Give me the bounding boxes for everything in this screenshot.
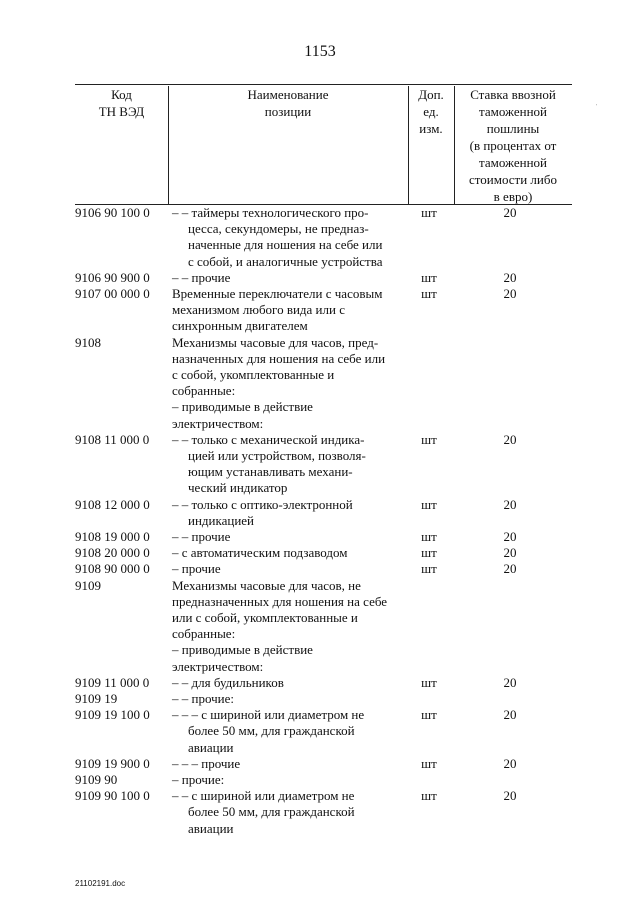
position-name-line: Механизмы часовые для часов, пред- [172, 334, 379, 350]
position-name-line: – прочие: [172, 772, 225, 787]
tnved-code: 9109 90 [75, 772, 118, 787]
table-row [0, 529, 640, 545]
header-unit-line: Доп. [418, 87, 444, 102]
table-row [0, 497, 640, 529]
tnved-code: 9108 20 000 0 [75, 545, 150, 561]
position-name [172, 707, 410, 756]
tnved-code: 9108 90 000 0 [75, 561, 150, 577]
header-name-line: позиции [264, 104, 312, 119]
tnved-code: 9109 19 100 0 [75, 707, 150, 723]
header-code-line: ТН ВЭД [98, 104, 145, 119]
position-name [172, 529, 410, 545]
header-unit-line: изм. [419, 121, 443, 136]
tnved-code: 9106 90 900 0 [75, 269, 150, 285]
duty-rate: 20 [503, 529, 517, 544]
duty-rate: 20 [503, 269, 517, 285]
unit-of-measure: шт [421, 755, 437, 771]
position-name-line: цией или устройством, позволя- [188, 448, 366, 463]
position-name-line: собранные: [172, 383, 236, 399]
table-row [0, 578, 640, 675]
position-name [172, 788, 410, 837]
position-name-line: с собой, укомплектованные и [172, 367, 335, 382]
table-row [0, 756, 640, 772]
position-name-line: с собой, и аналогичные устройства [188, 253, 383, 269]
unit-of-measure: шт [421, 674, 437, 690]
position-name-line: – – прочие: [172, 691, 234, 706]
position-name-line: ческий индикатор [188, 480, 288, 496]
duty-rate: 20 [503, 286, 517, 301]
position-name-line: – с автоматическим подзаводом [172, 545, 348, 561]
header-duty-line: Ставка ввозной [470, 87, 556, 102]
position-name [172, 675, 410, 691]
duty-rate: 20 [503, 205, 517, 220]
unit-of-measure: шт [421, 205, 437, 220]
table-row [0, 675, 640, 691]
duty-rate: 20 [503, 788, 517, 804]
position-name-line: авиации [188, 739, 234, 755]
table-row [0, 788, 640, 837]
header-name [168, 86, 408, 120]
position-name [172, 497, 410, 529]
table-row [0, 432, 640, 497]
duty-rate: 20 [503, 561, 517, 577]
position-name [172, 756, 410, 772]
position-name-line: индикацией [188, 512, 255, 528]
position-name-line: – прочие [172, 561, 221, 577]
duty-rate: 20 [503, 496, 517, 512]
duty-rate: 20 [503, 431, 517, 447]
position-name-line: синхронным двигателем [172, 318, 308, 334]
table-row [0, 772, 640, 788]
position-name-line: электричеством: [172, 415, 264, 431]
position-name-line: – – – прочие [172, 755, 241, 771]
position-name-line: электричеством: [172, 658, 264, 674]
table-row [0, 270, 640, 286]
header-unit [408, 86, 454, 137]
position-name-line: – – таймеры технологического про- [172, 205, 369, 220]
position-name [172, 286, 410, 335]
header-duty [454, 86, 572, 205]
duty-rate: 20 [503, 674, 517, 690]
tnved-code: 9108 12 000 0 [75, 496, 150, 512]
position-name-line: предназначенных для ношения на себе [172, 593, 388, 609]
position-name [172, 270, 410, 286]
footer-filename: 21102191.doc [75, 879, 126, 888]
header-code [75, 86, 168, 120]
table-row [0, 707, 640, 756]
position-name-line: – приводимые в действие [172, 399, 313, 415]
tnved-code: 9109 [75, 577, 101, 593]
table-row [0, 335, 640, 432]
table-top-rule [75, 84, 572, 85]
position-name-line: более 50 мм, для гражданской [188, 723, 355, 739]
tnved-code: 9109 19 900 0 [75, 755, 150, 771]
unit-of-measure: шт [421, 529, 437, 544]
position-name-line: – – с шириной или диаметром не [172, 788, 355, 804]
duty-rate: 20 [503, 545, 517, 561]
duty-rate: 20 [503, 755, 517, 771]
tnved-code: 9109 90 100 0 [75, 788, 150, 804]
position-name [172, 545, 410, 561]
page-number: 1153 [304, 43, 336, 60]
header-duty-line: (в процентах от [469, 138, 557, 153]
position-name-line: – – только с оптико-электронной [172, 496, 353, 512]
position-name [172, 691, 410, 707]
unit-of-measure: шт [421, 707, 437, 723]
unit-of-measure: шт [421, 496, 437, 512]
position-name [172, 335, 410, 432]
tnved-code: 9108 11 000 0 [75, 431, 150, 447]
table-row [0, 561, 640, 577]
position-name-line: цесса, секундомеры, не предназ- [188, 221, 369, 237]
unit-of-measure: шт [421, 286, 437, 301]
position-name-line: – – прочие [172, 269, 231, 285]
position-name-line: Временные переключатели с часовым [172, 286, 383, 301]
tnved-code: 9109 11 000 0 [75, 674, 150, 690]
side-mark: ' [596, 104, 598, 110]
table-row [0, 545, 640, 561]
header-duty-line: таможенной [479, 155, 547, 170]
tnved-code: 9107 00 000 0 [75, 286, 150, 301]
duty-rate: 20 [503, 707, 517, 723]
position-name-line: – приводимые в действие [172, 642, 313, 658]
position-name-line: ющим устанавливать механи- [188, 464, 353, 480]
tnved-code: 9109 19 [75, 691, 118, 706]
table-row [0, 691, 640, 707]
table-row [0, 286, 640, 335]
position-name-line: механизмом любого вида или с [172, 302, 345, 318]
position-name-line: – – прочие [172, 529, 231, 544]
header-code-line: Код [111, 87, 132, 102]
header-duty-line: таможенной [479, 104, 547, 119]
tnved-code: 9106 90 100 0 [75, 205, 150, 220]
header-duty-line: пошлины [486, 121, 540, 136]
header-duty-line: стоимости либо [468, 172, 557, 187]
position-name-line: собранные: [172, 626, 236, 642]
position-name [172, 205, 410, 270]
unit-of-measure: шт [421, 431, 437, 447]
position-name-line: или с собой, укомплектованные и [172, 610, 358, 625]
unit-of-measure: шт [421, 561, 437, 577]
position-name-line: наченные для ношения на себе или [188, 237, 383, 253]
unit-of-measure: шт [421, 788, 437, 804]
position-name [172, 578, 410, 675]
position-name [172, 561, 410, 577]
position-name-line: – – для будильников [172, 674, 284, 690]
position-name-line: авиации [188, 820, 234, 836]
tnved-code: 9108 19 000 0 [75, 529, 150, 544]
tnved-code: 9108 [75, 334, 101, 350]
position-name-line: – – – с шириной или диаметром не [172, 707, 365, 723]
position-name-line: Механизмы часовые для часов, не [172, 577, 361, 593]
header-unit-line: ед. [423, 104, 439, 119]
header-name-line: Наименование [247, 87, 329, 102]
unit-of-measure: шт [421, 545, 437, 561]
position-name [172, 772, 410, 788]
unit-of-measure: шт [421, 269, 437, 285]
header-duty-line: в евро) [493, 189, 533, 204]
position-name [172, 432, 410, 497]
position-name-line: назначенных для ношения на себе или [172, 350, 386, 366]
position-name-line: – – только с механической индика- [172, 431, 365, 447]
position-name-line: более 50 мм, для гражданской [188, 804, 355, 820]
table-row [0, 205, 640, 270]
